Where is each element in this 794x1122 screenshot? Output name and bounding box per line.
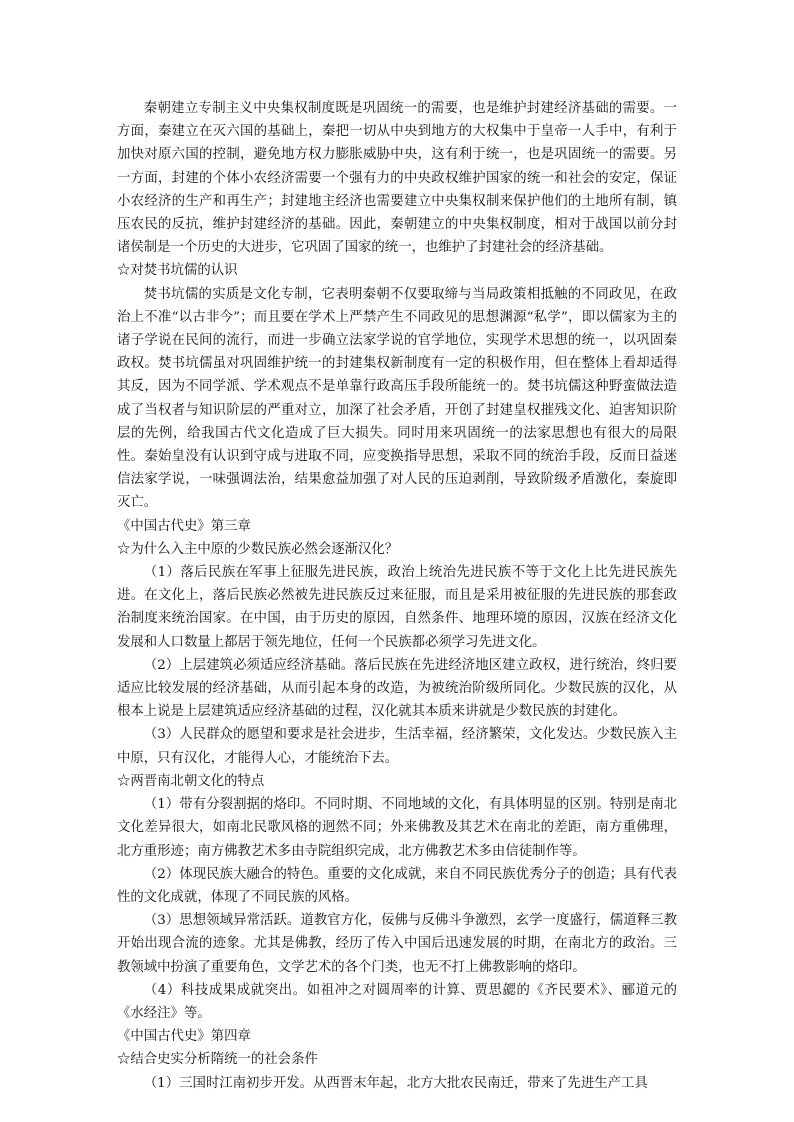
chapter-heading-4: 《中国古代史》第四章 bbox=[117, 1029, 251, 1045]
paragraph-burning-books: 焚书坑儒的实质是文化专制，它表明秦朝不仅要取缔与当局政策相抵触的不同政见，在政治上不准“以古非今”；而且要在学术上严禁产生不同政见的思想渊源“私学”，即以儒家为主的诸子学说在民间的流行，而进一步确立法家学说的官学地位，实现学术思想的统一，以巩固秦政权。焚书坑儒虽对巩固维护统一的封建集权新制度有一定的积极作用，但在整体上看却适得其反，因为不同学派、学术观点不是单靠行政高压手段所能统一的。焚书坑儒这种野蛮做法造成了当权者与知识阶层的严重对立，加深了社会矛盾，开创了封建皇权摧残文化、迫害知识阶层的先例，给我国古代文化造成了巨大损失。同时用来巩固统一的法家思想也有很大的局限性。秦始皇没有认识到守成与进取不同，应变换指导思想，采取不同的统治手段，反而日益迷信法家学说，一味强调法治，结果愈益加强了对人民的压迫剥削，导致阶级矛盾激化，秦旋即灭亡。 bbox=[117, 286, 677, 511]
paragraph-sinicization-2: （2）上层建筑必须适应经济基础。落后民族在先进经济地区建立政权，进行统治，终归要适应比较发展的经济基础，从而引起本身的改造，为被统治阶级所同化。少数民族的汉化，从根本上说是上层建筑适应经济基础的过程，汉化就其本质来讲就是少数民族的封建化。 bbox=[117, 657, 677, 720]
section-heading-sui-unification: ☆结合史实分析隋统一的社会条件 bbox=[117, 1052, 318, 1068]
paragraph-sinicization-3: （3）人民群众的愿望和要求是社会进步，生活幸福，经济繁荣，文化发达。少数民族入主中原，只有汉化，才能得人心，才能统治下去。 bbox=[117, 727, 677, 766]
paragraph-culture-2: （2）体现民族大融合的特色。重要的文化成就，来自不同民族优秀分子的创造；具有代表性的文化成就，体现了不同民族的风格。 bbox=[117, 866, 677, 905]
paragraph-culture-3: （3）思想领域异常活跃。道教官方化，佞佛与反佛斗争激烈，玄学一度盛行，儒道释三教开始出现合流的迹象。尤其是佛教，经历了传入中国后迅速发展的时期，在南北方的政治。三教领域中扮演了重要角色，文学艺术的各个门类，也无不打上佛教影响的烙印。 bbox=[117, 913, 677, 975]
document-page bbox=[117, 97, 677, 1095]
paragraph-culture-4: （4）科技成果成就突出。如祖冲之对圆周率的计算、贾思勰的《齐民要术》、郦道元的《水经注》等。 bbox=[117, 982, 677, 1021]
section-heading-sinicization: ☆为什么入主中原的少数民族必然会逐渐汉化？ bbox=[117, 541, 399, 557]
chapter-heading-3: 《中国古代史》第三章 bbox=[117, 518, 251, 534]
paragraph-sinicization-1: （1）落后民族在军事上征服先进民族，政治上统治先进民族不等于文化上比先进民族先进。在文化上，落后民族必然被先进民族反过来征服，而且是采用被征服的先进民族的那套政治制度来统治国家。在中国，由于历史的原因，自然条件、地理环境的原因，汉族在经济文化发展和人口数量上都居于领先地位，任何一个民族都必须学习先进文化。 bbox=[117, 565, 677, 650]
section-heading-culture-features: ☆两晋南北朝文化的特点 bbox=[117, 773, 265, 789]
paragraph-sui-1: （1）三国时江南初步开发。从西晋末年起，北方大批农民南迁，带来了先进生产工具 bbox=[143, 1075, 648, 1091]
paragraph-qin-centralization: 秦朝建立专制主义中央集权制度既是巩固统一的需要，也是维护封建经济基础的需要。一方面，秦建立在灭六国的基础上，秦把一切从中央到地方的大权集中于皇帝一人手中，有利于加快对原六国的控制，避免地方权力膨胀威胁中央，这有利于统一，也是巩固统一的需要。另一方面，封建的个体小农经济需要一个强有力的中央政权维护国家的统一和社会的安定，保证小农经济的生产和再生产；封建地主经济也需要建立中央集权制来保护他们的土地所有制，镇压农民的反抗，维护封建经济的基础。因此，秦朝建立的中央集权制度，相对于战国以前分封诸侯制是一个历史的大进步，它巩固了国家的统一，也维护了封建社会的经济基础。 bbox=[117, 101, 677, 256]
paragraph-culture-1: （1）带有分裂割据的烙印。不同时期、不同地域的文化，有具体明显的区别。特别是南北文化差异很大，如南北民歌风格的迥然不同；外来佛教及其艺术在南北的差距，南方重佛理，北方重形迹；南方佛教艺术多由寺院组织完成，北方佛教艺术多由信徒制作等。 bbox=[117, 797, 677, 859]
section-heading-burning-books: ☆对焚书坑儒的认识 bbox=[117, 263, 238, 279]
